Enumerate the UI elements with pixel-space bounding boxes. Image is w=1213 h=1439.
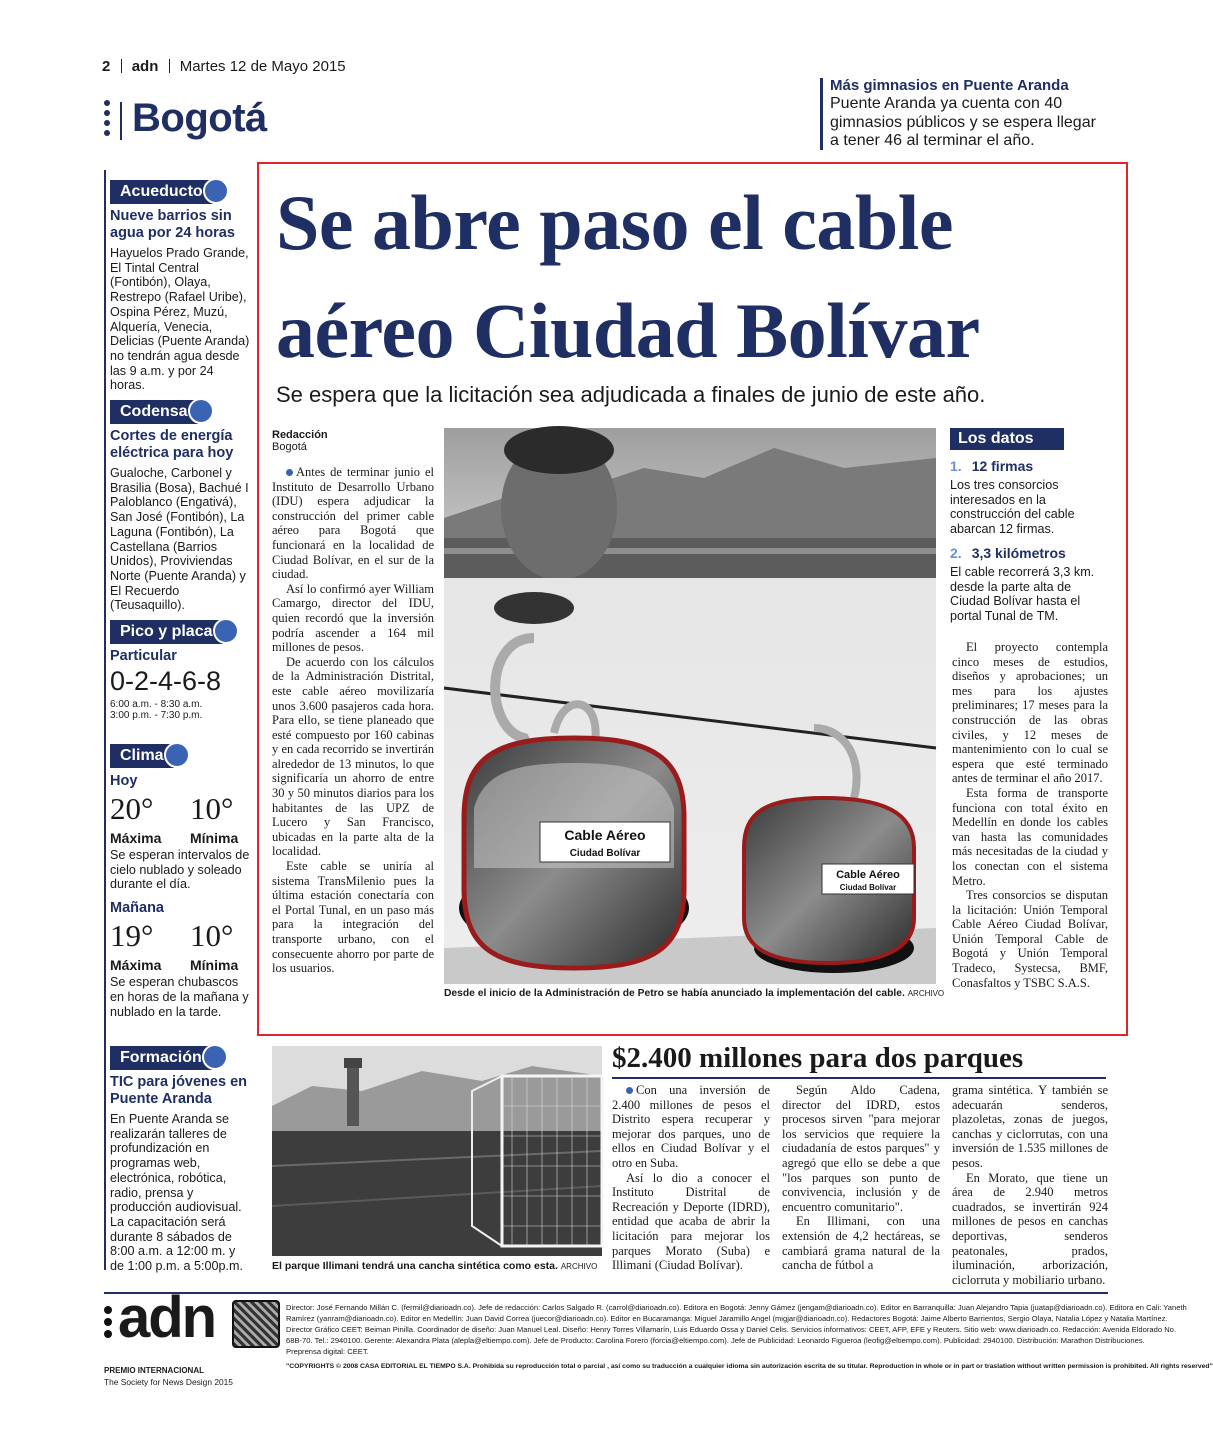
sidebar-formacion — [110, 1046, 252, 1274]
sidebar-codensa — [110, 400, 252, 613]
award-line-2: The Society for News Design 2015 — [104, 1377, 233, 1387]
main-deck: Se espera que la licitación sea adjudicada a finales de junio de este año. — [276, 382, 986, 407]
cable-car-photo — [444, 428, 936, 984]
copyright-line: "COPYRIGHTS © 2008 CASA EDITORIAL EL TIEMPO S.A. Prohibida su reproducción total o parcial , así como su traducción a cualquier idioma sin autorización escrita de su titular. Reproduction in whole or in part or traslation without written permission is prohibited. All rights reserved" — [286, 1363, 1213, 1370]
max-label: Máxima — [110, 957, 162, 974]
main-col-1 — [272, 465, 434, 976]
promo-text: Puente Aranda ya cuenta con 40 gimnasios públicos y se espera llegar a tener 46 al terminar el año. — [830, 95, 1096, 149]
speech-bubble-icon — [202, 1044, 228, 1070]
main-col3-p1: El proyecto contempla cinco meses de estudios, diseños y aprobaciones; un mes para los ajustes preliminares; 17 meses para la construcción de las obras civiles, y 12 meses de mantenimiento con lo cual se espera que esté terminado antes de terminar el año 2017. — [952, 640, 1108, 786]
masthead-line-5: Preprensa digital: CEET. — [286, 1347, 369, 1356]
photo-caption — [444, 988, 944, 999]
codensa-label: Codensa — [120, 403, 188, 420]
main-col1-p1: Antes de terminar junio el Instituto de Desarrollo Urbano (IDU) espera adjudicar la construcción del primer cable aéreo para Bogotá que funcionará en la localidad de Ciudad Bolívar, en el sur de la ciudad. — [272, 465, 434, 582]
byline — [272, 429, 432, 453]
codensa-title: Cortes de energía eléctrica para hoy — [110, 428, 234, 461]
formacion-label: Formación — [120, 1049, 202, 1066]
pico-label: Pico y placa — [120, 623, 213, 640]
park-photo-caption — [272, 1260, 597, 1272]
photo-caption-text: Desde el inicio de la Administración de Petro se había anunciado la implementación del cable. — [444, 988, 905, 999]
min-label: Mínima — [190, 830, 239, 846]
main-col3-p3: Tres consorcios se disputan la licitación: Unión Temporal Cable Aéreo Ciudad Bolívar, Unión Temporal Cable de Bogotá y Unión Temporal Tradeco, Systecsa, BMF, Conasfaltos y TSBC S.A.S. — [952, 888, 1108, 990]
main-headline-line-2: aéreo Ciudad Bolívar — [276, 287, 980, 374]
dato1-number: 1. — [950, 458, 962, 474]
cable-car-illustration — [444, 428, 936, 984]
pico-hours-1: 6:00 a.m. - 8:30 a.m. — [110, 699, 203, 710]
sidebar-clima — [110, 744, 252, 1019]
second-col1-p2: Así lo dio a conocer el Instituto Distrital de Recreación y Deporte (IDRD), entidad que acaba de abrir la licitación para mejorar los parques Morato (Suba) e Illimani (Ciudad Bolívar). — [612, 1170, 770, 1273]
masthead-line-2: Ramírez (yanram@diarioadn.co). Editor en Medellín: Juan David Correa (juecor@diarioadn.co). Editor en Bucaramanga: Miguel Jaramillo Angel (migjar@diarioadn.co). Redactores Bogotá: Jaime Alberto Barrientos, Sergio Olaya, Natalia López y Natalia Martínez. — [286, 1314, 1168, 1323]
today-max-temp: 20° — [110, 791, 154, 826]
clima-tomorrow: Mañana — [110, 900, 164, 917]
footer-brand-logo: adn — [118, 1285, 216, 1350]
codensa-text: Gualoche, Carbonel y Brasilia (Bosa), Bachué I Paloblanco (Engativá), San José (Fontibón), La Laguna (Fontibón), La Castellana (Barrios Unidos), Proviviendas Norte (Puente Aranda) y El Recuerdo (Teusaquillo). — [110, 466, 249, 613]
masthead-credits — [286, 1302, 1213, 1372]
datos-box — [950, 428, 1110, 624]
clima-label: Clima — [120, 747, 164, 764]
main-headline-line-1: Se abre paso el cable — [276, 179, 954, 266]
cabin-label-1: Cable Aéreo — [564, 827, 646, 843]
dato1-text: Los tres consorcios interesados en la construcción del cable abarcan 12 firmas. — [950, 478, 1075, 537]
formacion-text: En Puente Aranda se realizarán talleres de profundización en programas web, electrónica, robótica, radio, prensa y producción audiovisual. La capacitación será durante 8 sábados de 8:00 a.m. a 12:00 m. y de 1:00 p.m. a 5:00p.m. — [110, 1112, 244, 1274]
masthead-line-3: Director Gráfico CEET: Beiman Pinilla. Coordinador de diseño: Juan Manuel Leal. Diseño: Henry Torres Villamarín, Luis Eduardo Ossa y Daniel Celis. Servicios informativos: CEET, AFP, EFE y Reuters. Sitio web: www.diarioadn.co. Redacción: Avenida Eldorado No. — [286, 1325, 1177, 1334]
main-col3-p2: Esta forma de transporte funciona con total éxito en Medellín en donde los cables van hasta las comunidades más necesitadas de la ciudad y los conectan con el sistema Metro. — [952, 785, 1108, 888]
masthead-line-1: Director: José Fernando Millán C. (fermil@diarioadn.co). Jefe de redacción: Carlos Salgado R. (carrol@diarioadn.co). Editora en Bogotá: Jenny Gámez (jengam@diarioadn.co). Editor en Barranquilla: Juan Alejandro Tapia (juatap@diarioadn.co). Editora en Cali: Yaneth — [286, 1303, 1187, 1312]
byline-city: Bogotá — [272, 441, 307, 453]
main-col1-p2: Así lo confirmó ayer William Camargo, director del IDU, quien recordó que la inversión podría ascender a 164 mil millones de pesos. — [272, 581, 434, 655]
masthead-line-4: 68B-70. Tel.: 2940100. Gerente: Alexandra Plata (alepla@eltiempo.com). Jefe de Producto: Carolina Forero (forcia@eltiempo.com). Jefe de Publicidad: Leonardo Figueroa (leofig@eltiempo.com). Publicidad: 2940100. Distribución: Marathon Distribuciones. — [286, 1336, 1145, 1345]
photo-credit: ARCHIVO — [907, 989, 945, 998]
page-number: 2 — [102, 58, 111, 75]
max-label: Máxima — [110, 830, 162, 846]
section-title: Bogotá — [132, 96, 267, 140]
promo-title: Más gimnasios en Puente Aranda — [830, 77, 1069, 94]
footer-dots-icon — [104, 1306, 112, 1338]
bullet-icon — [286, 469, 293, 476]
second-col-3 — [952, 1083, 1108, 1287]
brand-small: adn — [131, 58, 159, 75]
byline-author: Redacción — [272, 429, 328, 441]
main-col1-p3: De acuerdo con los cálculos de la Administración Distrital, este cable aéreo movilizaría unos 3.600 pasajeros cada hora. Para ello, se tiene planeado que esté compuesto por 160 cabinas y en cada recorrido se invertirán alrededor de 13 minutos, lo que significaría un ahorro de entre 30 y 50 minutos diarios para los habitantes de las UPZ de Lucero y San Francisco, ubicadas en la parte alta de la localidad. — [272, 654, 434, 859]
issue-date: Martes 12 de Mayo 2015 — [179, 58, 346, 75]
speech-bubble-icon — [213, 618, 239, 644]
today-forecast: Se esperan intervalos de cielo nublado y soleado durante el día. — [110, 848, 250, 892]
acueducto-title: Nueve barrios sin agua por 24 horas — [110, 208, 235, 241]
second-col1-p1: Con una inversión de 2.400 millones de pesos el Distrito espera recuperar y mejorar dos parques, uno de ellos en Ciudad Bolívar y el otro en Suba. — [612, 1083, 770, 1170]
cabin-label-1b: Ciudad Bolívar — [569, 848, 641, 859]
cabin-label-2: Cable Aéreo — [836, 869, 900, 881]
speech-bubble-icon — [203, 178, 229, 204]
award-line-1: PREMIO INTERNACIONAL — [104, 1366, 204, 1375]
sidebar-pico-placa — [110, 620, 252, 721]
main-col1-p4: Este cable se uniría al sistema TransMilenio pues la última estación conectaría con el Portal Tunal, en un paso más para la integración del transporte urbano, con el consecuente ahorro por parte de los usuarios. — [272, 859, 434, 976]
dato2-number: 2. — [950, 544, 962, 561]
dato2-title: 3,3 kilómetros — [971, 544, 1066, 561]
clima-today: Hoy — [110, 773, 138, 789]
tomorrow-forecast: Se esperan chubascos en horas de la mañana y nublado en la tarde. — [110, 975, 249, 1019]
pico-hours-2: 3:00 p.m. - 7:30 p.m. — [110, 710, 203, 721]
second-headline: $2.400 millones para dos parques — [612, 1042, 1024, 1074]
acueducto-text: Hayuelos Prado Grande, El Tintal Central (Fontibón), Olaya, Restrepo (Rafael Uribe), Ospina Pérez, Muzú, Alquería, Venecia, Delicias (Puente Aranda) no tendrán agua desde las 9 a.m. y por 24 horas. — [110, 246, 250, 393]
second-col-2 — [782, 1083, 940, 1273]
award-badge-icon — [232, 1300, 280, 1348]
section-dots-icon — [104, 100, 112, 140]
park-photo — [272, 1046, 602, 1256]
min-label: Mínima — [190, 957, 239, 974]
second-col2-p2: En Illimani, con una extensión de 4,2 hectáreas, se cambiará grama natural de la cancha de fútbol a — [782, 1214, 940, 1273]
formacion-title: TIC para jóvenes en Puente Aranda — [110, 1074, 247, 1107]
tomorrow-max-temp: 19° — [110, 918, 154, 954]
page-header — [102, 58, 362, 80]
bullet-icon — [626, 1087, 633, 1094]
main-col-3 — [952, 640, 1108, 990]
tomorrow-min-temp: 10° — [190, 918, 234, 954]
acueducto-label: Acueducto — [120, 183, 203, 200]
cabin-label-2b: Ciudad Bolívar — [839, 883, 897, 892]
footer-logo — [104, 1285, 282, 1366]
speech-bubble-icon — [164, 742, 190, 768]
pico-subtitle: Particular — [110, 648, 177, 664]
soccer-field-illustration — [272, 1046, 602, 1256]
second-col2-p1: Según Aldo Cadena, director del IDRD, estos procesos sirven "para mejorar los servicios que requiere la ciudadanía de estos parques" y agregó que ello se debe a que "los parques son punto de convivencia, inclusión y de encuentro comunitario". — [782, 1083, 940, 1214]
park-photo-credit: ARCHIVO — [560, 1262, 598, 1271]
dato1-title: 12 firmas — [971, 458, 1034, 474]
second-col3-p1: grama sintética. Y también se adecuarán senderos, plazoletas, zonas de juegos, canchas y ciclorrutas, con una inversión de 1.535 millones de pesos. — [952, 1083, 1108, 1170]
speech-bubble-icon — [188, 398, 214, 424]
sidebar-acueducto — [110, 180, 252, 393]
pico-plates: 0-2-4-6-8 — [110, 666, 222, 696]
datos-label: Los datos — [950, 428, 1064, 450]
park-caption-text: El parque Illimani tendrá una cancha sintética como esta. — [272, 1260, 558, 1272]
second-col3-p2: En Morato, que tiene un área de 2.940 metros cuadrados, se invertirán 924 millones de pesos en canchas deportivas, senderos peatonales, prados, iluminación, arborización, ciclorruta y mobiliario urbano. — [952, 1170, 1108, 1287]
today-min-temp: 10° — [190, 791, 234, 826]
second-col-1 — [612, 1083, 770, 1273]
dato2-text: El cable recorrerá 3,3 km. desde la parte alta de Ciudad Bolívar hasta el portal Tunal de TM. — [950, 564, 1095, 623]
